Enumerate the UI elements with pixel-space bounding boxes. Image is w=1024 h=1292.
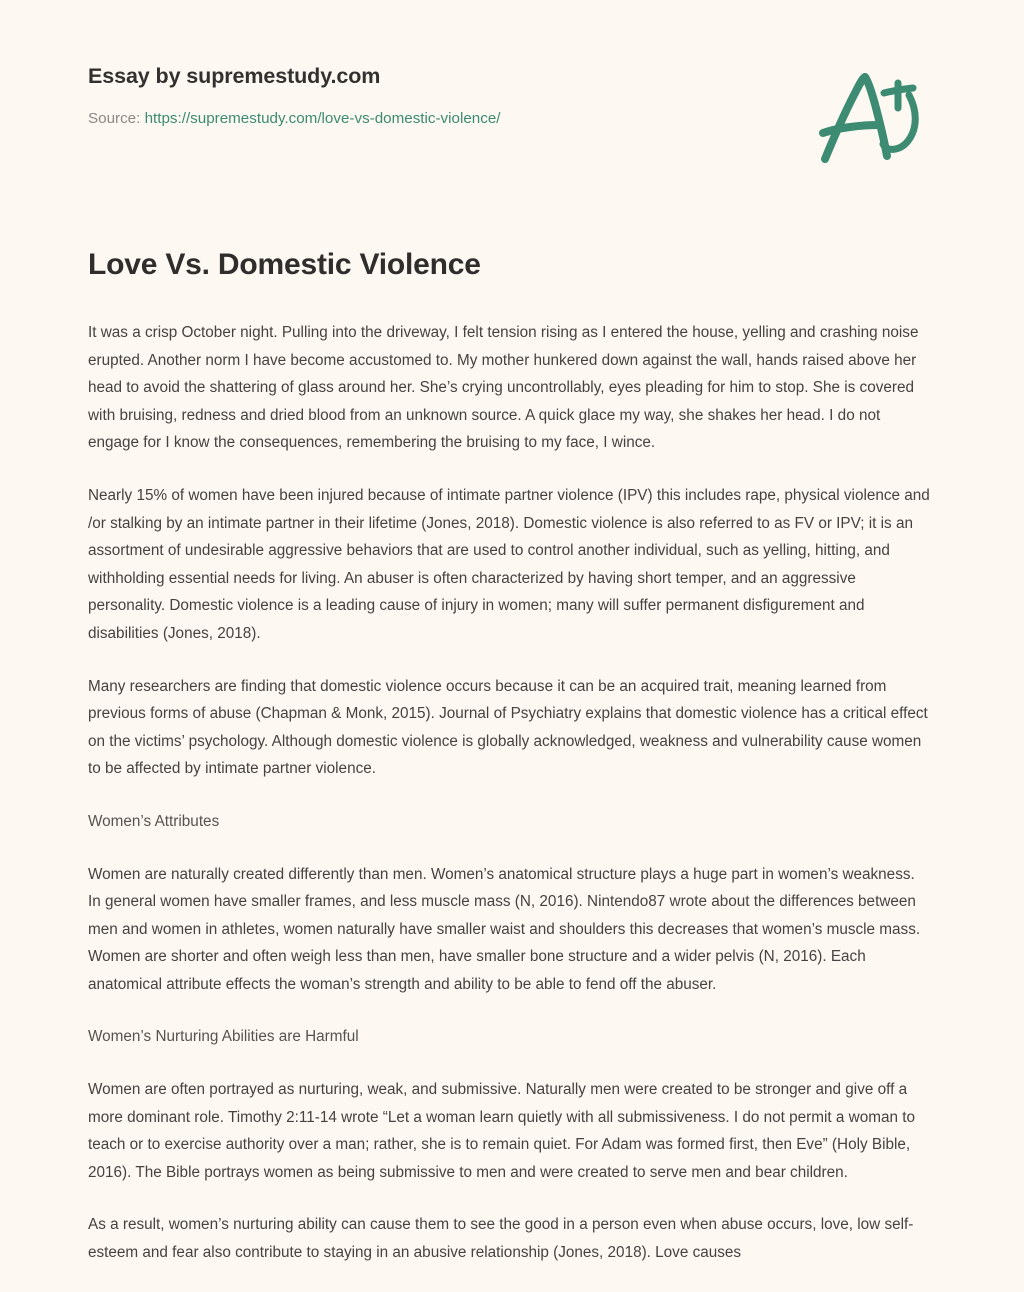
source-url-link[interactable]: https://supremestudy.com/love-vs-domestic-violence/ bbox=[144, 110, 501, 127]
section-heading: Women’s Attributes bbox=[88, 812, 220, 830]
article-blocks bbox=[88, 319, 936, 1267]
body-paragraph: Many researchers are finding that domestic violence occurs because it can be an acquired trait, meaning learned from previous forms of abuse (Chapman & Monk, 2015). Journal of Psychiatry explains that domestic violence has a critical effect on the victims’ psychology. Although domestic violence is globally acknowledged, weakness and vulnerability cause women to be affected by intimate partner violence. bbox=[88, 677, 928, 778]
section-heading: Women’s Nurturing Abilities are Harmful bbox=[88, 1028, 359, 1046]
header-text-block bbox=[88, 62, 501, 130]
aplus-logo-icon bbox=[805, 62, 935, 172]
essay-byline: Essay by supremestudy.com bbox=[88, 64, 381, 88]
article-body bbox=[88, 245, 936, 1292]
source-label: Source: bbox=[88, 110, 141, 127]
source-line bbox=[88, 108, 501, 130]
body-paragraph: Nearly 15% of women have been injured because of intimate partner violence (IPV) this includes rape, physical violence and /or stalking by an intimate partner in their lifetime (Jones, 2018). Domestic violence is also referred to as FV or IPV; it is an assortment of undesirable aggressive behaviors that are used to control another individual, such as yelling, hitting, and withholding essential needs for living. An abuser is often characterized by having short temper, and an aggressive personality. Domestic violence is a leading cause of injury in women; many will suffer permanent disfigurement and disabilities (Jones, 2018). bbox=[88, 486, 930, 642]
body-paragraph: Women are naturally created differently than men. Women’s anatomical structure plays a huge part in women’s weakness. In general women have smaller frames, and less muscle mass (N, 2016). Nintendo87 wrote about the differences between men and women in athletes, women naturally have smaller waist and shoulders this decreases that women’s muscle mass. Women are shorter and often weigh less than men, have smaller bone structure and a wider pelvis (N, 2016). Each anatomical attribute effects the woman’s strength and ability to be able to fend off the abuser. bbox=[88, 865, 921, 993]
page-header bbox=[0, 0, 1024, 190]
page-title: Love Vs. Domestic Violence bbox=[88, 248, 481, 281]
body-paragraph: As a result, women’s nurturing ability can cause them to see the good in a person even when abuse occurs, love, low self-esteem and fear also contribute to staying in an abusive relationship (Jones, 2018). Love causes bbox=[88, 1216, 914, 1262]
body-paragraph: It was a crisp October night. Pulling into the driveway, I felt tension rising as I entered the house, yelling and crashing noise erupted. Another norm I have become accustomed to. My mother hunkered down against the wall, hands raised above her head to avoid the shattering of glass around her. She’s crying uncontrollably, eyes pleading for him to stop. She is covered with bruising, redness and dried blood from an unknown source. A quick glace my way, she shakes her head. I do not engage for I know the consequences, remembering the bruising to my face, I wince. bbox=[88, 324, 919, 452]
body-paragraph: Women are often portrayed as nurturing, weak, and submissive. Naturally men were created to be stronger and give off a more dominant role. Timothy 2:11-14 wrote “Let a woman learn quietly with all submissiveness. I do not permit a woman to teach or to exercise authority over a man; rather, she is to remain quiet. For Adam was formed first, then Eve” (Holy Bible, 2016). The Bible portrays women as being submissive to men and were created to serve men and bear children. bbox=[88, 1081, 915, 1181]
